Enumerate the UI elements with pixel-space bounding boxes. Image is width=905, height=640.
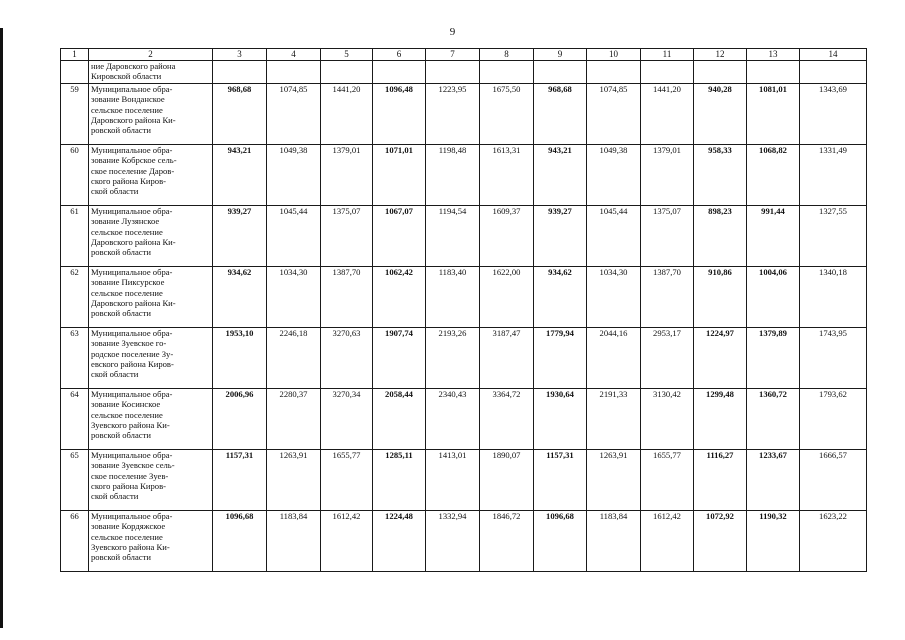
value-cell-col-8: 1675,50 <box>480 84 534 145</box>
column-header-8: 8 <box>480 49 534 61</box>
value-cell-col-14: 1666,57 <box>800 450 867 511</box>
name-line: Муниципальное обра- <box>91 389 173 399</box>
table-row <box>61 145 867 206</box>
value-cell-col-5: 1379,01 <box>321 145 373 206</box>
name-line: Даровского района Ки- <box>91 297 176 308</box>
name-line: зование Лузянское <box>91 216 160 227</box>
table-row <box>61 511 867 572</box>
name-line: родское поселение Зу- <box>91 348 174 359</box>
column-header-9: 9 <box>534 49 587 61</box>
municipality-name-cell <box>89 389 213 450</box>
table-row <box>61 389 867 450</box>
value-cell-col-10: 1034,30 <box>587 267 641 328</box>
value-cell-col-11: 1387,70 <box>641 267 694 328</box>
name-line: ской области <box>91 186 139 197</box>
value-cell-col-7: 1194,54 <box>426 206 480 267</box>
value-cell-col-12: 958,33 <box>694 145 747 206</box>
value-cell-col-7: 2340,43 <box>426 389 480 450</box>
name-line: ровской области <box>91 552 151 563</box>
value-cell-col-5: 1375,07 <box>321 206 373 267</box>
continuation-row <box>61 61 867 84</box>
empty-cell <box>373 61 426 84</box>
column-header-11: 11 <box>641 49 694 61</box>
name-line: сельское поселение <box>91 104 163 115</box>
name-line: ское поселение Даров- <box>91 165 175 176</box>
value-cell-col-10: 2044,16 <box>587 328 641 389</box>
name-line: Муниципальное обра- <box>91 84 173 94</box>
name-line: евского района Киров- <box>91 358 174 369</box>
page-left-edge-rule <box>0 28 3 628</box>
table-row <box>61 206 867 267</box>
value-cell-col-8: 3187,47 <box>480 328 534 389</box>
value-cell-col-3: 2006,96 <box>213 389 267 450</box>
value-cell-col-7: 1183,40 <box>426 267 480 328</box>
column-header-14: 14 <box>800 49 867 61</box>
name-line: зование Зуевское сель- <box>91 460 175 471</box>
row-number-cell: 61 <box>61 206 89 267</box>
value-cell-col-5: 3270,34 <box>321 389 373 450</box>
name-line: ского района Киров- <box>91 175 167 186</box>
row-number-cell: 65 <box>61 450 89 511</box>
value-cell-col-13: 1081,01 <box>747 84 800 145</box>
value-cell-col-8: 1613,31 <box>480 145 534 206</box>
empty-cell <box>694 61 747 84</box>
municipality-name-cell <box>89 511 213 572</box>
empty-cell <box>747 61 800 84</box>
value-cell-col-7: 2193,26 <box>426 328 480 389</box>
value-cell-col-11: 1655,77 <box>641 450 694 511</box>
value-cell-col-6: 1907,74 <box>373 328 426 389</box>
value-cell-col-5: 1655,77 <box>321 450 373 511</box>
value-cell-col-9: 1157,31 <box>534 450 587 511</box>
name-line: Муниципальное обра- <box>91 328 173 338</box>
name-line: ской области <box>91 491 139 502</box>
value-cell-col-14: 1331,49 <box>800 145 867 206</box>
column-header-3: 3 <box>213 49 267 61</box>
value-cell-col-5: 1387,70 <box>321 267 373 328</box>
name-line: зование Кордяжское <box>91 521 166 532</box>
value-cell-col-4: 1263,91 <box>267 450 321 511</box>
name-line: сельское поселение <box>91 531 163 542</box>
value-cell-col-13: 1004,06 <box>747 267 800 328</box>
value-cell-col-4: 1045,44 <box>267 206 321 267</box>
value-cell-col-14: 1743,95 <box>800 328 867 389</box>
value-cell-col-3: 1157,31 <box>213 450 267 511</box>
page-number: 9 <box>449 26 456 38</box>
name-line: Муниципальное обра- <box>91 267 173 277</box>
value-cell-col-7: 1332,94 <box>426 511 480 572</box>
value-cell-col-12: 1072,92 <box>694 511 747 572</box>
value-cell-col-12: 1116,27 <box>694 450 747 511</box>
value-cell-col-11: 1379,01 <box>641 145 694 206</box>
value-cell-col-3: 939,27 <box>213 206 267 267</box>
name-line: ровской области <box>91 308 151 319</box>
value-cell-col-12: 1299,48 <box>694 389 747 450</box>
municipality-name-cell <box>89 267 213 328</box>
column-header-13: 13 <box>747 49 800 61</box>
municipality-name-cell <box>89 450 213 511</box>
name-line: Муниципальное обра- <box>91 206 173 216</box>
name-line: сельское поселение <box>91 226 163 237</box>
name-line: ровской области <box>91 247 151 258</box>
column-header-5: 5 <box>321 49 373 61</box>
value-cell-col-6: 1062,42 <box>373 267 426 328</box>
value-cell-col-10: 2191,33 <box>587 389 641 450</box>
value-cell-col-9: 943,21 <box>534 145 587 206</box>
name-line: зование Пиксурское <box>91 277 165 288</box>
empty-cell <box>426 61 480 84</box>
value-cell-col-14: 1327,55 <box>800 206 867 267</box>
empty-cell <box>800 61 867 84</box>
row-number-cell: 62 <box>61 267 89 328</box>
value-cell-col-14: 1343,69 <box>800 84 867 145</box>
value-cell-col-13: 1379,89 <box>747 328 800 389</box>
value-cell-col-10: 1045,44 <box>587 206 641 267</box>
value-cell-col-3: 934,62 <box>213 267 267 328</box>
name-line: сельское поселение <box>91 287 163 298</box>
column-header-12: 12 <box>694 49 747 61</box>
value-cell-col-10: 1049,38 <box>587 145 641 206</box>
value-cell-col-13: 1190,32 <box>747 511 800 572</box>
table-body <box>61 61 867 572</box>
empty-cell <box>534 61 587 84</box>
value-cell-col-10: 1183,84 <box>587 511 641 572</box>
value-cell-col-9: 939,27 <box>534 206 587 267</box>
name-line: ское поселение Зуев- <box>91 470 169 481</box>
value-cell-col-11: 3130,42 <box>641 389 694 450</box>
value-cell-col-12: 940,28 <box>694 84 747 145</box>
value-cell-col-9: 1096,68 <box>534 511 587 572</box>
value-cell-col-8: 1890,07 <box>480 450 534 511</box>
value-cell-col-9: 1779,94 <box>534 328 587 389</box>
value-cell-col-8: 1609,37 <box>480 206 534 267</box>
value-cell-col-5: 3270,63 <box>321 328 373 389</box>
name-line: Даровского района Ки- <box>91 114 176 125</box>
value-cell-col-4: 1034,30 <box>267 267 321 328</box>
municipality-name-cell <box>89 145 213 206</box>
row-number-cell: 66 <box>61 511 89 572</box>
header-row <box>61 49 867 61</box>
value-cell-col-6: 1224,48 <box>373 511 426 572</box>
value-cell-col-8: 1622,00 <box>480 267 534 328</box>
row-number-cell: 63 <box>61 328 89 389</box>
value-cell-col-3: 943,21 <box>213 145 267 206</box>
name-line: ского района Киров- <box>91 480 167 491</box>
name-line: Муниципальное обра- <box>91 511 173 521</box>
value-cell-col-8: 3364,72 <box>480 389 534 450</box>
value-cell-col-4: 2246,18 <box>267 328 321 389</box>
table-header <box>61 49 867 61</box>
value-cell-col-7: 1198,48 <box>426 145 480 206</box>
name-line: Муниципальное обра- <box>91 450 173 460</box>
column-header-7: 7 <box>426 49 480 61</box>
value-cell-col-11: 1612,42 <box>641 511 694 572</box>
name-line: ние Даровского района <box>91 61 176 71</box>
value-cell-col-6: 1071,01 <box>373 145 426 206</box>
value-cell-col-6: 2058,44 <box>373 389 426 450</box>
value-cell-col-11: 2953,17 <box>641 328 694 389</box>
empty-cell <box>641 61 694 84</box>
row-number-cell: 60 <box>61 145 89 206</box>
name-line: сельское поселение <box>91 409 163 420</box>
name-line: зование Кобрское сель- <box>91 155 177 166</box>
value-cell-col-10: 1263,91 <box>587 450 641 511</box>
table-row <box>61 84 867 145</box>
table-row <box>61 267 867 328</box>
name-line: зование Вонданское <box>91 94 165 105</box>
value-cell-col-9: 1930,64 <box>534 389 587 450</box>
empty-cell <box>587 61 641 84</box>
value-cell-col-11: 1375,07 <box>641 206 694 267</box>
value-cell-col-4: 1074,85 <box>267 84 321 145</box>
value-cell-col-3: 1953,10 <box>213 328 267 389</box>
column-header-2: 2 <box>89 49 213 61</box>
value-cell-col-5: 1441,20 <box>321 84 373 145</box>
column-header-6: 6 <box>373 49 426 61</box>
value-cell-col-13: 991,44 <box>747 206 800 267</box>
table-row <box>61 450 867 511</box>
name-line: ровской области <box>91 125 151 136</box>
column-header-1: 1 <box>61 49 89 61</box>
empty-cell <box>321 61 373 84</box>
value-cell-col-6: 1285,11 <box>373 450 426 511</box>
name-line: Зуевского района Ки- <box>91 419 170 430</box>
name-line: Кировской области <box>91 71 162 82</box>
value-cell-col-14: 1340,18 <box>800 267 867 328</box>
value-cell-col-4: 1183,84 <box>267 511 321 572</box>
value-cell-col-11: 1441,20 <box>641 84 694 145</box>
name-line: Муниципальное обра- <box>91 145 173 155</box>
value-cell-col-9: 934,62 <box>534 267 587 328</box>
municipality-name-cell <box>89 328 213 389</box>
value-cell-col-13: 1360,72 <box>747 389 800 450</box>
continuation-name-cell <box>89 61 213 84</box>
value-cell-col-9: 968,68 <box>534 84 587 145</box>
value-cell-col-13: 1233,67 <box>747 450 800 511</box>
value-cell-col-12: 910,86 <box>694 267 747 328</box>
empty-cell <box>267 61 321 84</box>
value-cell-col-7: 1223,95 <box>426 84 480 145</box>
column-header-4: 4 <box>267 49 321 61</box>
value-cell-col-4: 1049,38 <box>267 145 321 206</box>
name-line: ровской области <box>91 430 151 441</box>
name-line: зование Косинское <box>91 399 161 410</box>
municipality-name-cell <box>89 84 213 145</box>
value-cell-col-14: 1623,22 <box>800 511 867 572</box>
value-cell-col-3: 1096,68 <box>213 511 267 572</box>
name-line: ской области <box>91 369 139 380</box>
name-line: зование Зуевское го- <box>91 338 167 349</box>
tariff-table <box>60 48 867 572</box>
value-cell-col-6: 1096,48 <box>373 84 426 145</box>
continuation-num-cell <box>61 61 89 84</box>
column-header-10: 10 <box>587 49 641 61</box>
name-line: Даровского района Ки- <box>91 236 176 247</box>
name-line: Зуевского района Ки- <box>91 541 170 552</box>
value-cell-col-14: 1793,62 <box>800 389 867 450</box>
value-cell-col-12: 1224,97 <box>694 328 747 389</box>
value-cell-col-8: 1846,72 <box>480 511 534 572</box>
value-cell-col-5: 1612,42 <box>321 511 373 572</box>
value-cell-col-7: 1413,01 <box>426 450 480 511</box>
row-number-cell: 64 <box>61 389 89 450</box>
value-cell-col-6: 1067,07 <box>373 206 426 267</box>
value-cell-col-4: 2280,37 <box>267 389 321 450</box>
value-cell-col-12: 898,23 <box>694 206 747 267</box>
empty-cell <box>213 61 267 84</box>
value-cell-col-3: 968,68 <box>213 84 267 145</box>
row-number-cell: 59 <box>61 84 89 145</box>
municipality-name-cell <box>89 206 213 267</box>
value-cell-col-10: 1074,85 <box>587 84 641 145</box>
empty-cell <box>480 61 534 84</box>
value-cell-col-13: 1068,82 <box>747 145 800 206</box>
table-row <box>61 328 867 389</box>
